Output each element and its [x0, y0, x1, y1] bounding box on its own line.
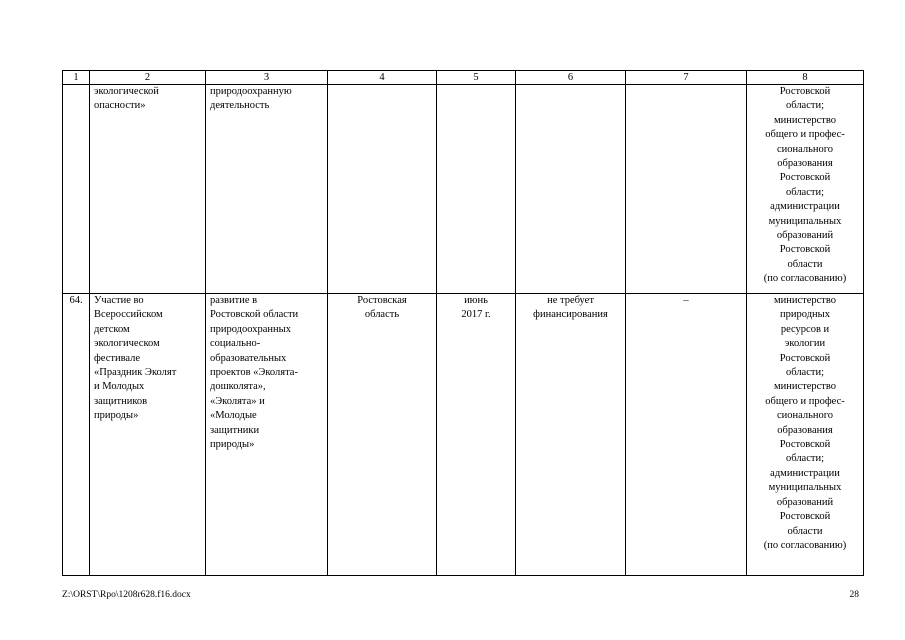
amount-cell: [626, 85, 747, 294]
location-cell: [328, 85, 437, 294]
row-number-cell: 64.: [63, 294, 90, 576]
header-row: [63, 71, 864, 85]
date-cell: июнь 2017 г.: [437, 294, 516, 576]
row-number-cell: [63, 85, 90, 294]
file-path-footer: Z:\ORST\Rpo\1208r628.f16.docx: [62, 590, 191, 600]
header-cell: 4: [328, 71, 437, 85]
event-name-cell: Участие во Всероссийском детском экологическом фестивале «Праздник Эколят и Молодых защитников природы»: [90, 294, 206, 576]
header-cell: 3: [206, 71, 328, 85]
plan-table: [62, 70, 864, 576]
location-cell: Ростовская область: [328, 294, 437, 576]
amount-cell: –: [626, 294, 747, 576]
header-cell: 7: [626, 71, 747, 85]
responsible-cell: Ростовской области; министерство общего и профес- сионального образования Ростовской области; администрации муниципальных образований Ростовской области (по согласованию): [747, 85, 864, 294]
page-number: 28: [849, 590, 859, 600]
funding-cell: [516, 85, 626, 294]
responsible-cell: министерство природных ресурсов и экологии Ростовской области; министерство общего и профес- сионального образования Ростовской области; администрации муниципальных образований Ростовской области (по согласованию): [747, 294, 864, 576]
table-row: [63, 294, 864, 576]
header-cell: 2: [90, 71, 206, 85]
header-cell: 8: [747, 71, 864, 85]
event-name-cell: экологической опасности»: [90, 85, 206, 294]
header-cell: 1: [63, 71, 90, 85]
funding-cell: не требует финансирования: [516, 294, 626, 576]
goal-cell: развитие в Ростовской области природоохранных социально- образовательных проектов «Эколята- дошколята», «Эколята» и «Молодые защитники природы»: [206, 294, 328, 576]
header-cell: 5: [437, 71, 516, 85]
header-cell: 6: [516, 71, 626, 85]
goal-cell: природоохранную деятельность: [206, 85, 328, 294]
date-cell: [437, 85, 516, 294]
table-row: [63, 85, 864, 294]
